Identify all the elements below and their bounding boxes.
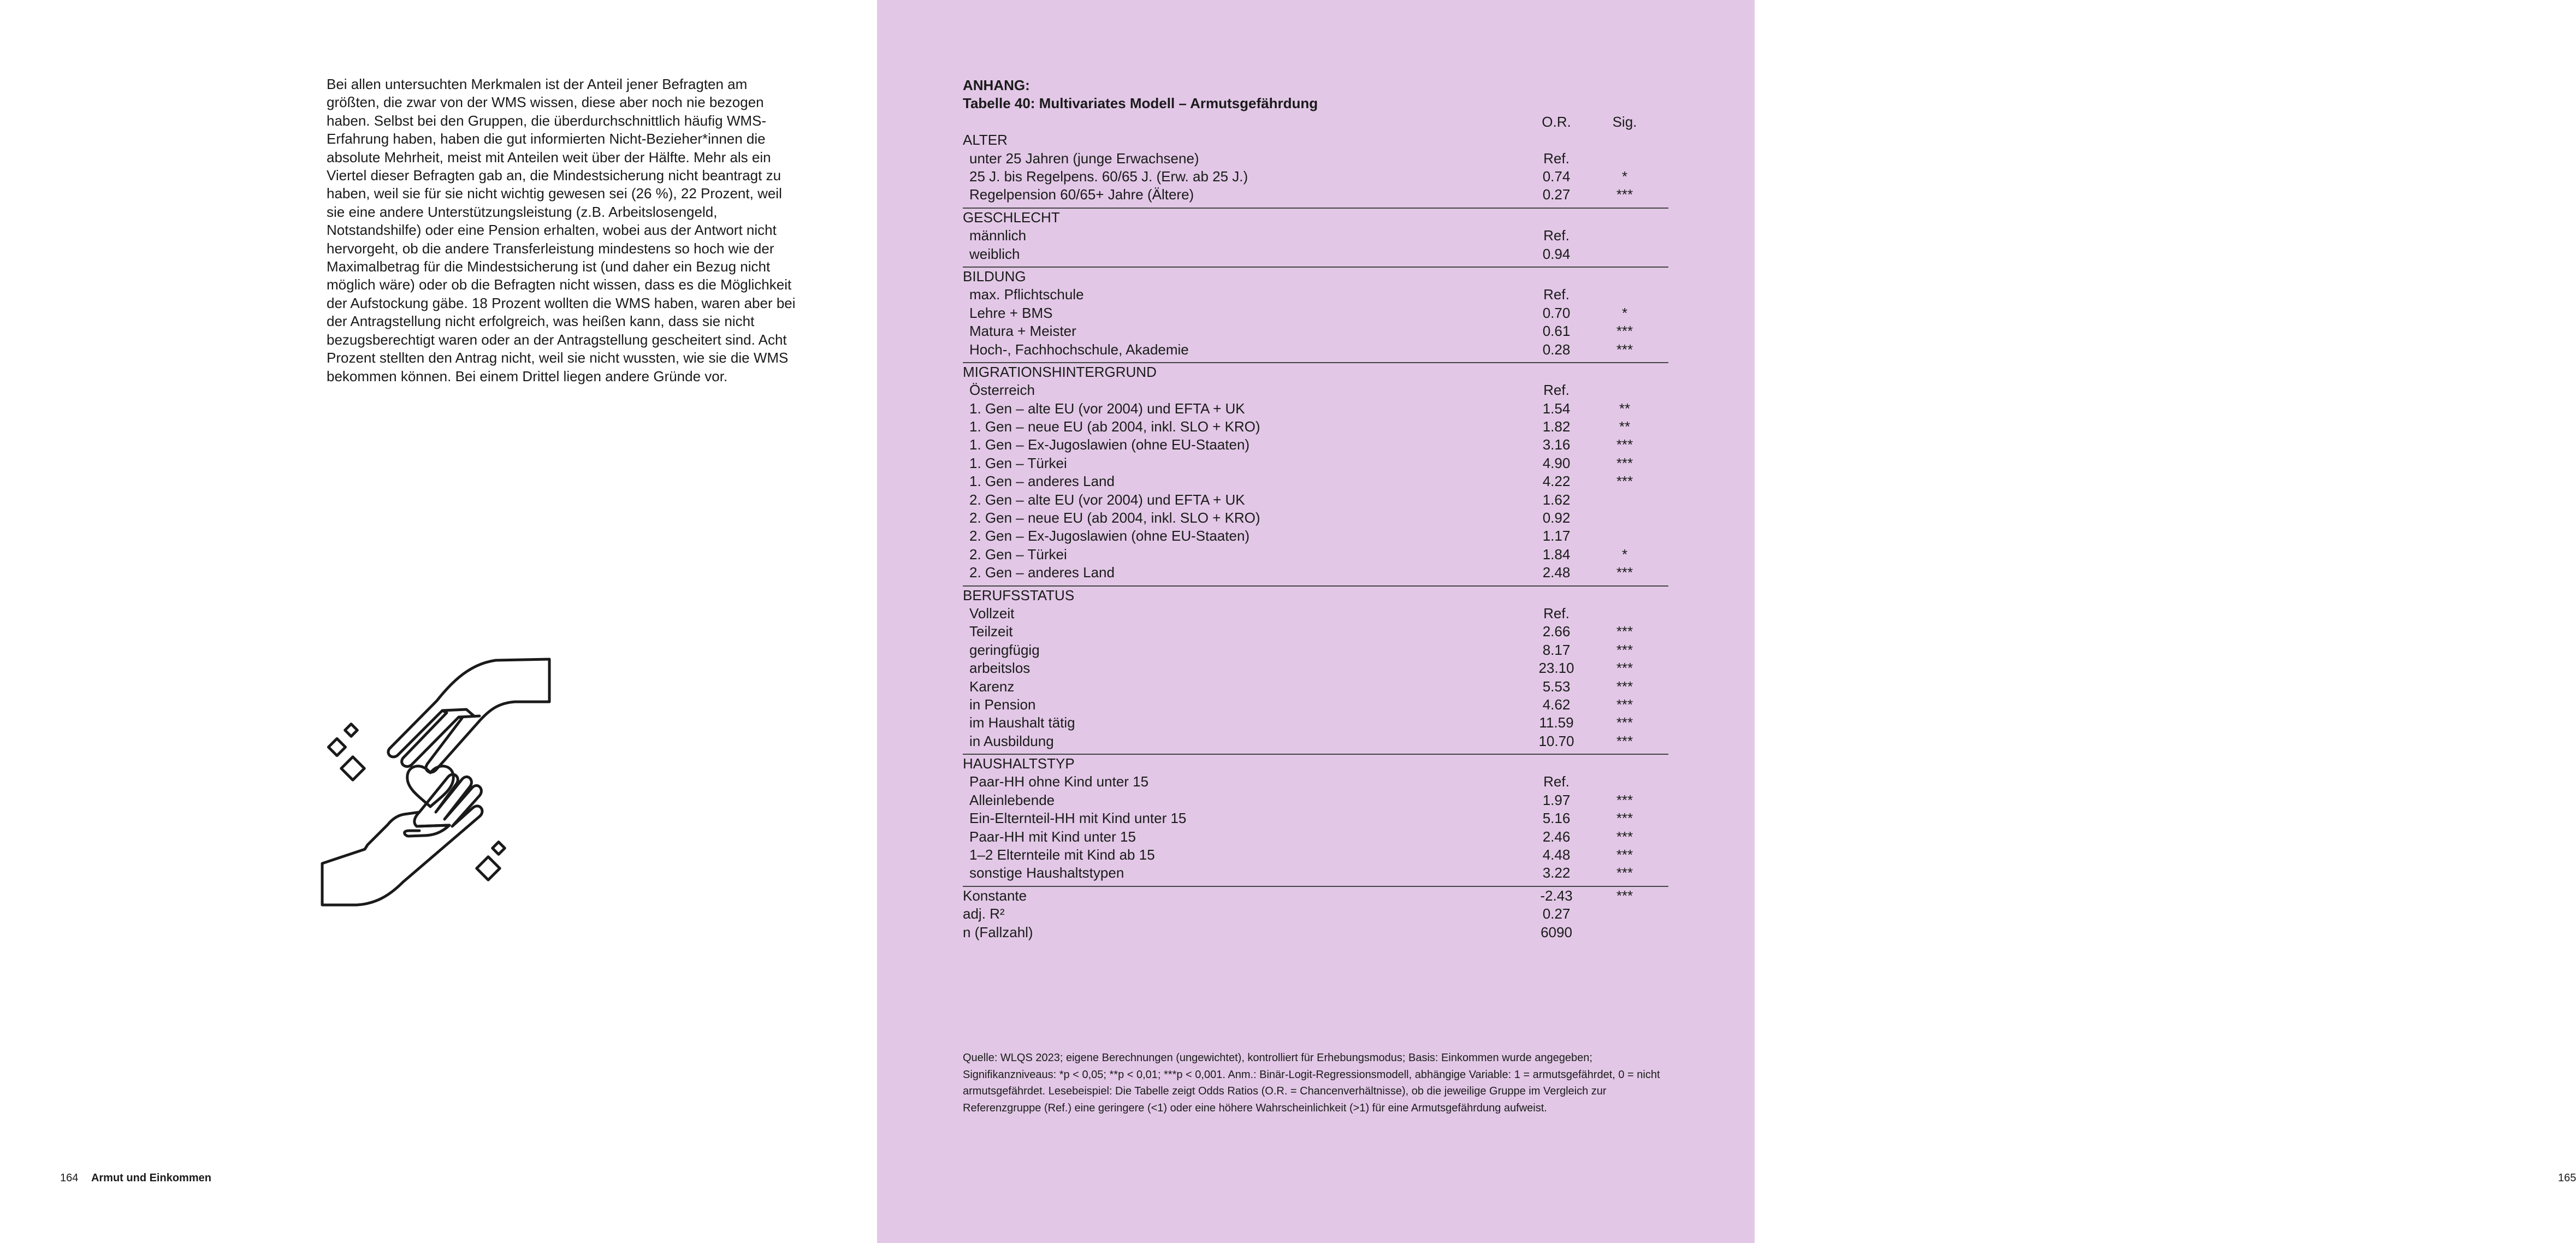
row-label: 2. Gen – neue EU (ab 2004, inkl. SLO + KRO)	[969, 510, 1260, 526]
table-row	[963, 509, 1668, 527]
odds-ratio-value: 3.16	[1542, 436, 1571, 453]
table-row	[963, 846, 1668, 864]
table-row	[963, 322, 1668, 340]
odds-ratio-value: 11.59	[1539, 714, 1574, 731]
summary-label: n (Fallzahl)	[963, 924, 1033, 940]
significance-value	[1581, 773, 1668, 791]
odds-ratio-value: 2.48	[1542, 564, 1571, 581]
significance-value: **	[1619, 400, 1631, 417]
table-row	[963, 304, 1668, 322]
group-title: ALTER	[963, 132, 1008, 149]
or-value-empty	[1532, 209, 1581, 227]
row-label: Paar-HH ohne Kind unter 15	[969, 773, 1149, 790]
group-title-row	[963, 209, 1668, 227]
table-row	[963, 546, 1668, 564]
significance-value: *	[1621, 546, 1628, 563]
row-label: Hoch-, Fachhochschule, Akademie	[969, 341, 1189, 358]
sig-value-empty	[1581, 209, 1668, 227]
row-label: im Haushalt tätig	[969, 714, 1075, 731]
table-title: Tabelle 40: Multivariates Modell – Armutsgefährdung	[963, 95, 1318, 112]
group-title: BILDUNG	[963, 268, 1026, 285]
significance-value: *	[1621, 168, 1628, 185]
group-title: HAUSHALTSTYP	[963, 755, 1075, 772]
significance-value: *	[1621, 304, 1628, 321]
or-value-empty	[1532, 131, 1581, 149]
row-label: unter 25 Jahren (junge Erwachsene)	[969, 150, 1199, 167]
table-row	[963, 714, 1668, 732]
section-title: Armut und Einkommen	[91, 1172, 211, 1184]
odds-ratio-value: 4.22	[1542, 473, 1571, 490]
significance-value	[1581, 227, 1668, 245]
row-label: 1. Gen – Türkei	[969, 454, 1067, 471]
odds-ratio-value: 0.92	[1542, 510, 1571, 526]
row-label: 2. Gen – Ex-Jugoslawien (ohne EU-Staaten)	[969, 528, 1250, 544]
group-title: MIGRATIONSHINTERGRUND	[963, 363, 1157, 380]
row-label: Ein-Elternteil-HH mit Kind unter 15	[969, 810, 1187, 827]
table-row	[963, 678, 1668, 696]
table-row	[963, 696, 1668, 714]
table-row	[963, 454, 1668, 472]
sig-value-empty	[1581, 363, 1668, 381]
table-row	[963, 809, 1668, 827]
significance-value: ***	[1616, 714, 1633, 731]
significance-value: ***	[1616, 341, 1633, 358]
row-label: 1. Gen – alte EU (vor 2004) und EFTA + UK	[969, 400, 1245, 417]
odds-ratio-value: 1.82	[1542, 418, 1571, 435]
summary-value: -2.43	[1540, 887, 1573, 904]
table-row	[963, 418, 1668, 436]
odds-ratio-value: 0.27	[1542, 186, 1571, 203]
odds-ratio-value: 10.70	[1538, 732, 1574, 749]
row-label: Lehre + BMS	[969, 304, 1053, 321]
row-label: 2. Gen – anderes Land	[969, 564, 1115, 581]
odds-ratio-value: 1.54	[1542, 400, 1571, 417]
body-paragraph: Bei allen untersuchten Merkmalen ist der Anteil jener Befragten am größten, die zwar von der WMS wissen, diese aber noch nie bezogen haben. Selbst bei den Gruppen, die überdurchschnittlich häufig WMS-Erfahrung haben, haben die gut informierten Nicht-Bezieher*innen die absolute Mehrheit, meist mit Anteilen weit über der Hälfte. Mehr als ein Viertel dieser Befragten gab an, die Mindestsicherung nicht beantragt zu haben, weil sie für sie nicht wichtig gewesen sei (26 %), 22 Prozent, weil sie eine andere Unterstützungsleistung (z.B. Arbeitslosengeld, Notstandshilfe) oder eine Pension erhalten, wobei aus der Antwort nicht hervorgeht, ob die andere Transferleistung mindestens so hoch wie der Maximalbetrag für die Mindestsicherung ist (und daher ein Bezug nicht möglich wäre) oder ob die Befragten nicht wissen, dass es die Möglichkeit der Aufstockung gäbe. 18 Prozent wollten die WMS haben, waren aber bei der Antragstellung nicht erfolgreich, was heißen kann, dass sie nicht bezugsberechtigt waren oder an der Antragstellung gescheitert sind. Acht Prozent stellten den Antrag nicht, weil sie nicht wussten, wie sie die WMS bekommen können. Bei einem Drittel liegen andere Gründe vor.	[327, 76, 796, 384]
odds-ratio-value: 23.10	[1538, 660, 1574, 677]
odds-ratio-value: Ref.	[1543, 605, 1570, 622]
significance-value	[1581, 605, 1668, 623]
table-row	[963, 828, 1668, 846]
table-row	[963, 623, 1668, 641]
row-label: max. Pflichtschule	[969, 286, 1084, 303]
row-label: 1. Gen – neue EU (ab 2004, inkl. SLO + KRO)	[969, 418, 1260, 435]
significance-value	[1581, 527, 1668, 545]
row-label: Österreich	[969, 382, 1035, 399]
table-row	[963, 732, 1668, 750]
odds-ratio-value: 0.28	[1542, 341, 1571, 358]
odds-ratio-value: 2.46	[1542, 828, 1571, 845]
significance-value	[1581, 150, 1668, 168]
left-page	[0, 0, 877, 1243]
table-row	[963, 564, 1668, 582]
table-row	[963, 605, 1668, 623]
significance-value: ***	[1616, 678, 1633, 695]
group-title-row	[963, 363, 1668, 381]
odds-ratio-value: Ref.	[1543, 286, 1570, 303]
significance-value: ***	[1616, 660, 1633, 677]
significance-value: ***	[1616, 564, 1633, 581]
column-header-or: O.R.	[1542, 113, 1571, 130]
table-row	[963, 864, 1668, 882]
row-label: 2. Gen – alte EU (vor 2004) und EFTA + UK	[969, 491, 1245, 508]
group-title: BERUFSSTATUS	[963, 587, 1075, 603]
row-label: 1. Gen – Ex-Jugoslawien (ohne EU-Staaten)	[969, 436, 1250, 453]
or-value-empty	[1532, 268, 1581, 286]
table-row	[963, 341, 1668, 359]
table-row	[963, 491, 1668, 509]
sig-value-empty	[1581, 755, 1668, 773]
row-label: geringfügig	[969, 641, 1040, 658]
source-note: Quelle: WLQS 2023; eigene Berechnungen (ungewichtet), kontrolliert für Erhebungsmodus; Basis: Einkommen wurde angegeben; Signifikanzniveaus: *p < 0,05; **p < 0,01; ***p < 0,001. Anm.: Binär-Logit-Regressionsmodell, abhängige Variable: 1 = armutsgefährdet, 0 = nicht armutsgefährdet. Lesebeispiel: Die Tabelle zeigt Odds Ratios (O.R. = Chancenverhältnisse), ob die jeweilige Gruppe im Vergleich zur Referenzgruppe (Ref.) eine geringere (<1) oder eine höhere Wahrscheinlichkeit (>1) für eine Armutsgefährdung aufweist.	[963, 1052, 1660, 1114]
appendix-heading: ANHANG:	[963, 77, 1030, 93]
odds-ratio-value: 1.84	[1542, 546, 1571, 563]
group-title-row	[963, 131, 1668, 149]
group-title-row	[963, 755, 1668, 773]
or-value-empty	[1532, 587, 1581, 605]
significance-value	[1581, 245, 1668, 263]
odds-ratio-value: 1.97	[1542, 791, 1571, 808]
table-row	[963, 227, 1668, 245]
odds-ratio-value: Ref.	[1543, 773, 1570, 790]
significance-value: ***	[1616, 454, 1633, 471]
row-label: Teilzeit	[969, 623, 1013, 640]
page-number-left: 164	[60, 1172, 79, 1184]
significance-value: ***	[1616, 828, 1633, 845]
table-row	[963, 381, 1668, 399]
significance-value: ***	[1616, 732, 1633, 749]
significance-value	[1581, 491, 1668, 509]
group-title-row	[963, 268, 1668, 286]
row-label: Karenz	[969, 678, 1015, 695]
summary-row	[963, 905, 1668, 923]
summary-sig: ***	[1616, 887, 1633, 904]
table-row	[963, 286, 1668, 304]
summary-label: Konstante	[963, 887, 1027, 904]
summary-value: 0.27	[1542, 905, 1571, 922]
significance-value: ***	[1616, 865, 1633, 881]
row-label: in Pension	[969, 696, 1036, 713]
sig-value-empty	[1581, 587, 1668, 605]
odds-ratio-value: 4.90	[1542, 454, 1571, 471]
odds-ratio-value: 2.66	[1542, 623, 1571, 640]
row-label: 1. Gen – anderes Land	[969, 473, 1115, 490]
odds-ratio-value: Ref.	[1543, 227, 1570, 244]
table-header-row	[963, 113, 1668, 131]
significance-value	[1581, 286, 1668, 304]
table-row	[963, 791, 1668, 809]
summary-sig	[1581, 905, 1668, 923]
significance-value: ***	[1616, 473, 1633, 490]
significance-value: ***	[1616, 436, 1633, 453]
odds-ratio-value: 5.16	[1542, 810, 1571, 827]
significance-value	[1581, 381, 1668, 399]
page-number-right: 165	[2558, 1172, 2576, 1184]
odds-ratio-value: 3.22	[1542, 865, 1571, 881]
row-label: Paar-HH mit Kind unter 15	[969, 828, 1136, 845]
odds-ratio-value: 4.48	[1542, 847, 1571, 863]
odds-ratio-value: 0.61	[1542, 323, 1571, 340]
row-label: Alleinlebende	[969, 791, 1055, 808]
odds-ratio-value: Ref.	[1543, 150, 1570, 167]
table-row	[963, 168, 1668, 186]
row-label: 1–2 Elternteile mit Kind ab 15	[969, 847, 1155, 863]
row-label: Matura + Meister	[969, 323, 1076, 340]
significance-value: ***	[1616, 323, 1633, 340]
table-row	[963, 472, 1668, 490]
significance-value: ***	[1616, 791, 1633, 808]
row-label: Regelpension 60/65+ Jahre (Ältere)	[969, 186, 1194, 203]
odds-ratio-value: 1.17	[1542, 528, 1571, 544]
column-header-sig: Sig.	[1612, 113, 1637, 130]
significance-value: ***	[1616, 186, 1633, 203]
row-label: arbeitslos	[969, 660, 1031, 677]
table-row	[963, 245, 1668, 263]
odds-ratio-value: 1.62	[1542, 491, 1571, 508]
table-row	[963, 527, 1668, 545]
table-row	[963, 641, 1668, 659]
significance-value: **	[1619, 418, 1631, 435]
group-title: GESCHLECHT	[963, 209, 1060, 226]
odds-ratio-value: 5.53	[1542, 678, 1571, 695]
odds-ratio-value: 8.17	[1542, 641, 1571, 658]
group-title-row	[963, 587, 1668, 605]
significance-value: ***	[1616, 696, 1633, 713]
row-label: Vollzeit	[969, 605, 1015, 622]
row-label: 2. Gen – Türkei	[969, 546, 1067, 563]
row-label: 25 J. bis Regelpens. 60/65 J. (Erw. ab 25 J.)	[969, 168, 1248, 185]
odds-ratio-value: 0.74	[1542, 168, 1571, 185]
row-label: männlich	[969, 227, 1027, 244]
table-row	[963, 186, 1668, 204]
helping-hands-heart-icon	[316, 653, 556, 909]
significance-value: ***	[1616, 810, 1633, 827]
summary-sig	[1581, 924, 1668, 942]
significance-value: ***	[1616, 847, 1633, 863]
sig-value-empty	[1581, 268, 1668, 286]
table-body	[963, 131, 1668, 942]
table-row	[963, 436, 1668, 454]
odds-ratio-value: 0.70	[1542, 304, 1571, 321]
row-label: in Ausbildung	[969, 732, 1054, 749]
odds-ratio-value: 4.62	[1542, 696, 1571, 713]
page-footer-left	[60, 1172, 211, 1185]
summary-row	[963, 924, 1668, 942]
sig-value-empty	[1581, 131, 1668, 149]
summary-label: adj. R²	[963, 905, 1005, 922]
table-row	[963, 773, 1668, 791]
table-row	[963, 400, 1668, 418]
significance-value: ***	[1616, 623, 1633, 640]
regression-table	[963, 76, 1668, 942]
or-value-empty	[1532, 755, 1581, 773]
odds-ratio-value: 0.94	[1542, 245, 1571, 262]
odds-ratio-value: Ref.	[1543, 382, 1570, 399]
table-row	[963, 150, 1668, 168]
or-value-empty	[1532, 363, 1581, 381]
row-label: sonstige Haushaltstypen	[969, 865, 1124, 881]
summary-value: 6090	[1541, 924, 1572, 940]
row-label: weiblich	[969, 245, 1020, 262]
significance-value: ***	[1616, 641, 1633, 658]
table-row	[963, 659, 1668, 677]
summary-row	[963, 887, 1668, 905]
significance-value	[1581, 509, 1668, 527]
